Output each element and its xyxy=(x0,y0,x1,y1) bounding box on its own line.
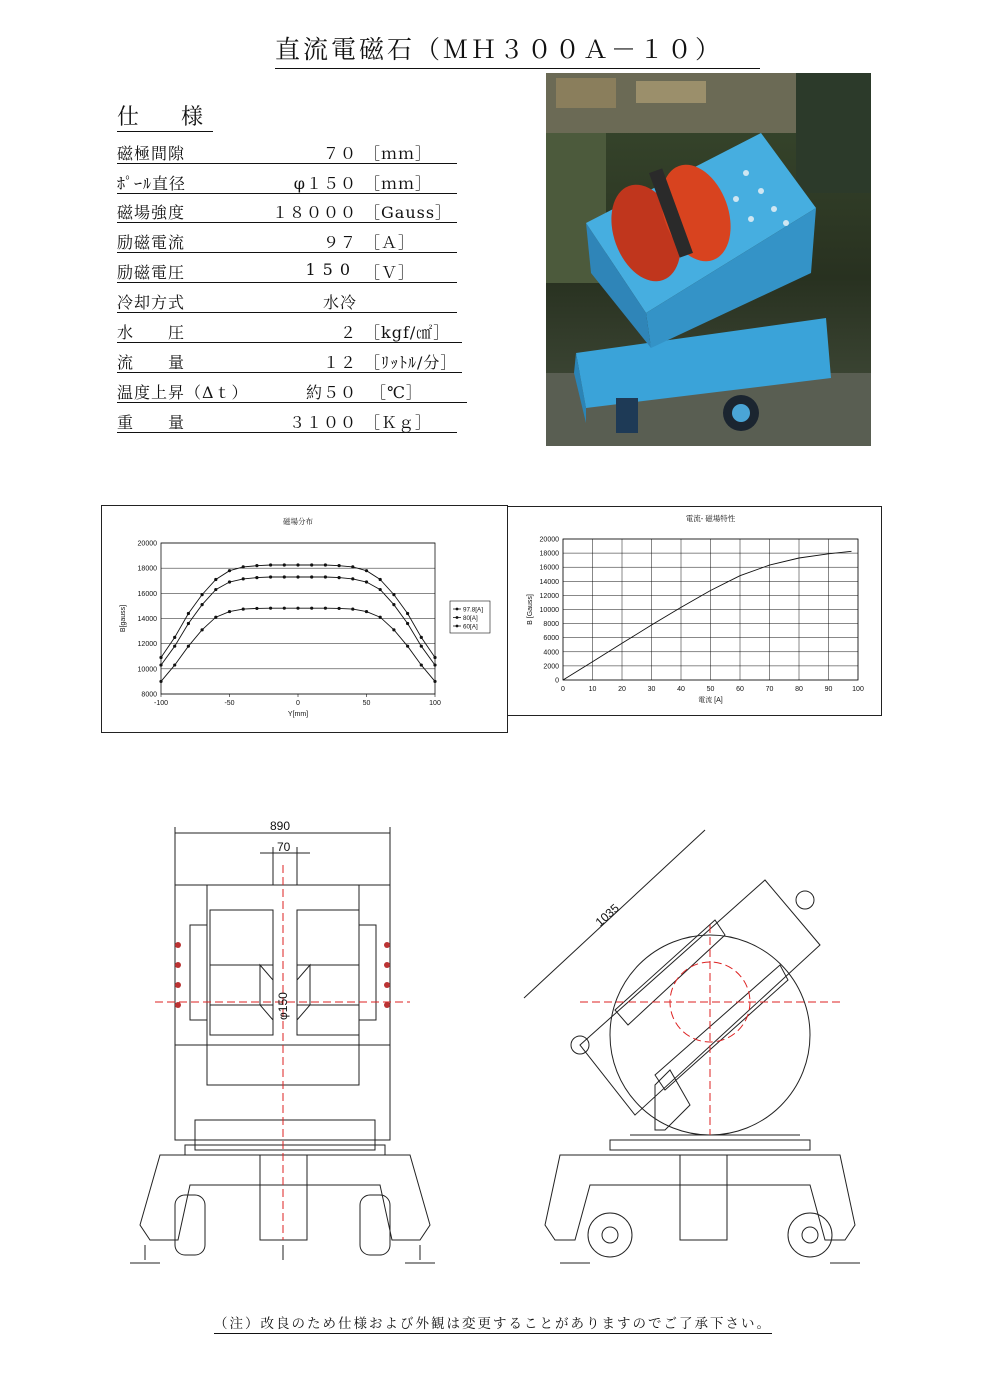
spec-heading: 仕 様 xyxy=(117,100,213,132)
data-point xyxy=(242,565,245,568)
data-point xyxy=(269,575,272,578)
spec-row xyxy=(117,258,457,283)
legend-marker xyxy=(456,608,459,611)
spec-row xyxy=(117,408,457,433)
legend-label: 80[A] xyxy=(463,614,478,622)
spec-value: １８０００ xyxy=(271,203,357,222)
data-point xyxy=(324,575,327,578)
data-point xyxy=(365,569,368,572)
data-point xyxy=(338,564,341,567)
data-point xyxy=(283,607,286,610)
x-tick-label: 0 xyxy=(561,686,565,693)
spec-label: 磁場強度 xyxy=(117,203,186,222)
y-tick-label: 4000 xyxy=(543,649,559,657)
y-tick-label: 0 xyxy=(555,677,559,685)
data-point xyxy=(228,569,231,572)
y-tick-label: 10000 xyxy=(539,607,559,614)
data-point xyxy=(214,588,217,591)
technical-drawing xyxy=(110,815,890,1270)
spec-row xyxy=(117,139,457,164)
x-tick-label: 20 xyxy=(618,686,626,693)
data-point xyxy=(159,656,162,659)
chart-title: 電流- 磁場特性 xyxy=(685,514,736,523)
data-point xyxy=(255,564,258,567)
data-point xyxy=(420,645,423,648)
data-point xyxy=(201,603,204,606)
series-line xyxy=(563,551,852,680)
x-tick-label: -100 xyxy=(153,700,169,707)
data-point xyxy=(296,607,299,610)
chart-field-distribution xyxy=(101,505,508,733)
spec-unit: ［kgf/㎠］ xyxy=(364,323,451,342)
y-tick-label: 6000 xyxy=(543,635,559,643)
data-point xyxy=(296,575,299,578)
y-tick-label: 12000 xyxy=(539,592,559,600)
x-tick-label: 10 xyxy=(588,686,597,693)
data-point xyxy=(392,628,395,631)
data-point xyxy=(420,663,423,666)
spec-label: 重 量 xyxy=(117,413,186,432)
spec-label: 温度上昇（Δｔ） xyxy=(117,383,249,402)
data-point xyxy=(173,663,176,666)
y-axis-label: B [Gauss] xyxy=(527,594,534,625)
x-tick-label: -50 xyxy=(224,700,235,707)
x-tick-label: 80 xyxy=(795,686,803,693)
legend-label: 97.8[A] xyxy=(463,606,483,614)
y-tick-label: 2000 xyxy=(543,663,559,671)
y-tick-label: 14000 xyxy=(137,616,157,623)
data-point xyxy=(310,607,313,610)
data-point xyxy=(296,563,299,566)
data-point xyxy=(159,663,162,666)
data-point xyxy=(187,622,190,625)
data-point xyxy=(351,565,354,568)
spec-row xyxy=(117,198,457,223)
spec-row xyxy=(117,318,462,343)
y-tick-label: 8000 xyxy=(141,691,157,699)
data-point xyxy=(228,580,231,583)
x-tick-label: 50 xyxy=(706,686,715,693)
data-point xyxy=(187,645,190,648)
spec-label: 流 量 xyxy=(117,353,186,372)
data-point xyxy=(242,577,245,580)
spec-unit: ［ｍｍ］ xyxy=(364,144,433,163)
y-tick-label: 16000 xyxy=(137,590,157,598)
data-point xyxy=(406,612,409,615)
spec-unit: ［ﾘｯﾄﾙ/分］ xyxy=(364,353,458,372)
data-point xyxy=(351,607,354,610)
spec-label: 磁極間隙 xyxy=(117,144,186,163)
y-tick-label: 18000 xyxy=(137,565,157,573)
data-point xyxy=(365,580,368,583)
data-point xyxy=(255,607,258,610)
dim-gap-label: 70 xyxy=(277,840,291,854)
spec-value: 水冷 xyxy=(322,293,357,312)
spec-value: 約５０ xyxy=(305,383,357,402)
data-point xyxy=(379,616,382,619)
data-point xyxy=(255,576,258,579)
data-point xyxy=(365,610,368,613)
legend-label: 60[A] xyxy=(463,623,478,631)
data-point xyxy=(406,645,409,648)
data-point xyxy=(351,577,354,580)
spec-value: 150 xyxy=(305,260,357,279)
spec-unit: ［Gauss］ xyxy=(364,203,453,222)
spec-row xyxy=(117,228,457,253)
data-point xyxy=(338,576,341,579)
spec-label: 励磁電圧 xyxy=(117,263,186,282)
y-tick-label: 18000 xyxy=(539,550,559,558)
x-tick-label: 90 xyxy=(824,686,833,693)
y-axis-label: B[gauss] xyxy=(120,604,127,633)
spec-unit: ［ｍｍ］ xyxy=(364,174,433,193)
spec-value: φ１５０ xyxy=(293,174,357,193)
spec-unit: ［Ｖ］ xyxy=(364,263,416,282)
spec-value: １２ xyxy=(322,353,357,372)
spec-row xyxy=(117,378,467,403)
data-point xyxy=(310,575,313,578)
spec-unit: ［Ｋｇ］ xyxy=(364,413,433,432)
data-point xyxy=(433,656,436,659)
data-point xyxy=(283,575,286,578)
data-point xyxy=(269,607,272,610)
spec-unit: ［℃］ xyxy=(370,383,423,402)
data-point xyxy=(228,610,231,613)
data-point xyxy=(433,680,436,683)
x-tick-label: 0 xyxy=(296,700,300,707)
spec-row xyxy=(117,169,457,194)
spec-label: ﾎﾟｰﾙ直径 xyxy=(117,174,187,193)
spec-value: ２ xyxy=(339,323,357,342)
y-tick-label: 16000 xyxy=(539,564,559,572)
data-point xyxy=(201,593,204,596)
product-photo xyxy=(546,73,871,446)
y-tick-label: 20000 xyxy=(539,536,559,544)
y-tick-label: 20000 xyxy=(137,540,157,548)
chart-current-field xyxy=(507,506,882,716)
spec-label: 励磁電流 xyxy=(117,233,186,252)
data-point xyxy=(392,593,395,596)
data-point xyxy=(242,607,245,610)
data-point xyxy=(379,578,382,581)
spec-row xyxy=(117,288,457,313)
dim-width-label: 890 xyxy=(270,819,291,833)
spec-value: ７０ xyxy=(322,144,357,163)
spec-label: 冷却方式 xyxy=(117,293,186,312)
data-point xyxy=(338,607,341,610)
data-point xyxy=(406,622,409,625)
y-tick-label: 14000 xyxy=(539,578,559,586)
data-point xyxy=(173,645,176,648)
data-point xyxy=(159,680,162,683)
spec-row xyxy=(117,348,462,373)
legend-marker xyxy=(456,616,459,619)
data-point xyxy=(324,563,327,566)
data-point xyxy=(187,612,190,615)
dim-pole-label: φ150 xyxy=(276,992,290,1020)
y-tick-label: 8000 xyxy=(543,621,559,629)
x-tick-label: 50 xyxy=(362,700,371,707)
data-point xyxy=(324,607,327,610)
data-point xyxy=(173,636,176,639)
data-point xyxy=(201,628,204,631)
spec-label: 水 圧 xyxy=(117,323,186,342)
data-point xyxy=(283,563,286,566)
x-tick-label: 100 xyxy=(852,686,864,693)
footnote: （注）改良のため仕様および外観は変更することがありますのでご了承下さい。 xyxy=(214,1312,772,1334)
data-point xyxy=(214,578,217,581)
x-tick-label: 100 xyxy=(429,700,441,707)
y-tick-label: 12000 xyxy=(137,641,157,649)
data-point xyxy=(269,563,272,566)
data-point xyxy=(433,663,436,666)
legend-marker xyxy=(456,625,459,628)
data-point xyxy=(379,588,382,591)
x-tick-label: 60 xyxy=(736,686,744,693)
series-line xyxy=(161,608,435,681)
data-point xyxy=(310,563,313,566)
data-point xyxy=(214,616,217,619)
data-point xyxy=(392,603,395,606)
series-line xyxy=(161,577,435,665)
x-axis-label: Y[mm] xyxy=(287,711,309,718)
page-title: 直流電磁石（ＭＨ３００Ａ－１０） xyxy=(275,30,760,69)
y-tick-label: 10000 xyxy=(137,666,157,674)
x-axis-label: 電流 [A] xyxy=(698,697,723,704)
chart-title: 磁場分布 xyxy=(283,517,313,526)
spec-unit: ［Ａ］ xyxy=(364,233,416,252)
dim-diag-label: 1035 xyxy=(592,900,622,930)
x-tick-label: 70 xyxy=(765,686,774,693)
spec-value: ９７ xyxy=(322,233,357,252)
spec-value: ３１００ xyxy=(288,413,357,432)
x-tick-label: 40 xyxy=(677,686,685,693)
x-tick-label: 30 xyxy=(647,686,656,693)
data-point xyxy=(420,636,423,639)
